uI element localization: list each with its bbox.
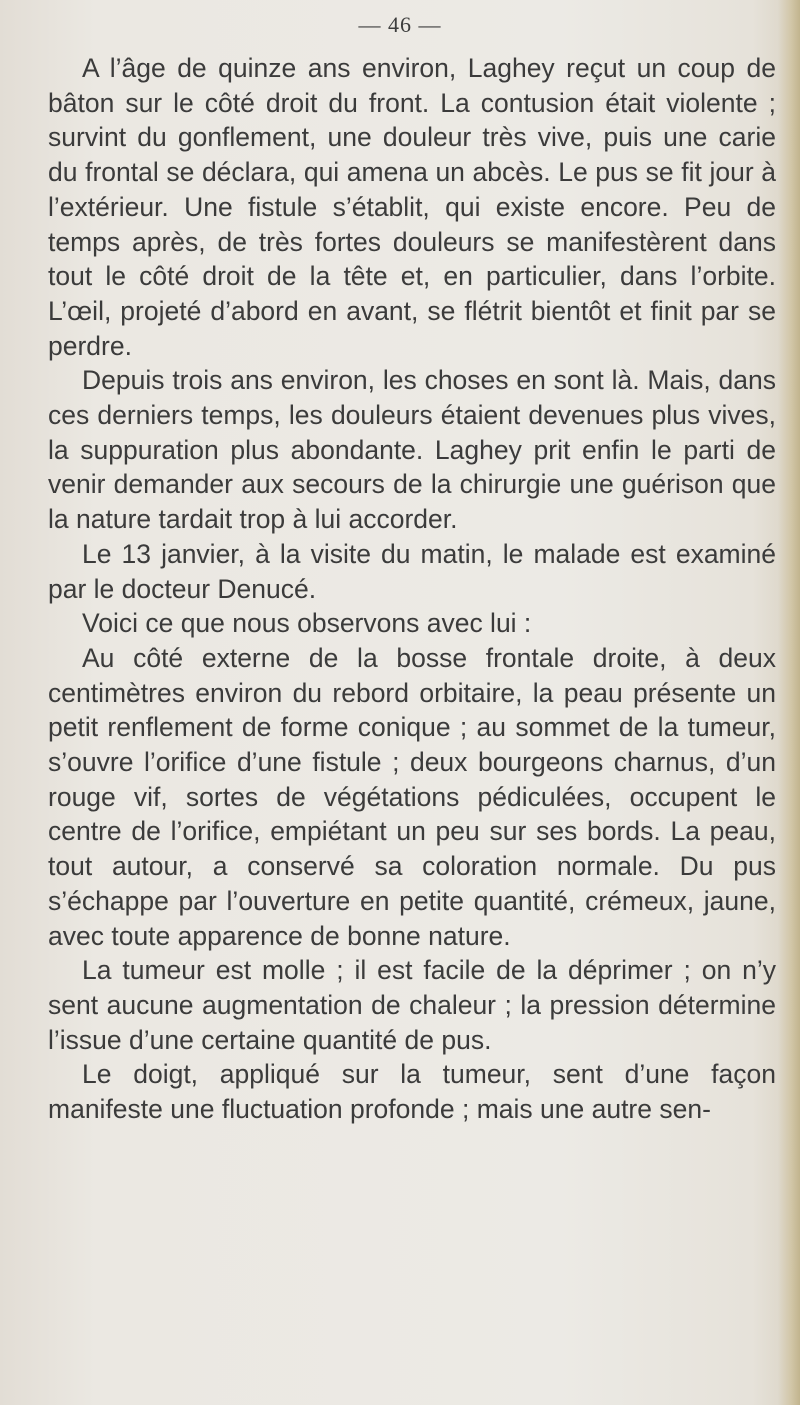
paragraph: Le doigt, appliqué sur la tumeur, sent d’une façon manifeste une fluctuation profonde ; mais une autre sen- [48,1059,776,1125]
paragraph: Au côté externe de la bosse frontale droite, à deux centimètres environ du rebord orbitaire, la peau présente un petit renflement de forme conique ; au sommet de la tumeur, s’ouvre l’orifice d’une fistule ; deux bourgeons charnus, d’un rouge vif, sortes de végétations pédiculées, occupent le centre de l’orifice, empiétant un peu sur ses bords. La peau, tout autour, a conservé sa coloration normale. Du pus s’échappe par l’ouverture en petite quantité, crémeux, jaune, avec toute apparence de bonne nature. [48,642,776,951]
paragraph: Le 13 janvier, à la visite du matin, le malade est examiné par le docteur Denucé. [48,538,776,604]
paragraph: Depuis trois ans environ, les choses en sont là. Mais, dans ces derniers temps, les douleurs étaient devenues plus vives, la suppuration plus abondante. Laghey prit enfin le parti de venir demander aux secours de la chirurgie une guérison que la nature tardait trop à lui accorder. [48,365,776,535]
paragraph: La tumeur est molle ; il est facile de la déprimer ; on n’y sent aucune augmentation de chaleur ; la pression détermine l’issue d’une certaine quantité de pus. [48,955,776,1055]
body-text [48,51,776,1127]
page-number: — 46 — [358,12,442,37]
paragraph: Voici ce que nous observons avec lui : [82,608,532,639]
paragraph: A l’âge de quinze ans environ, Laghey reçut un coup de bâton sur le côté droit du front. La contusion était violente ; survint du gonflement, une douleur très vive, puis une carie du frontal se déclara, qui amena un abcès. Le pus se fit jour à l’extérieur. Une fistule s’établit, qui existe encore. Peu de temps après, de très fortes douleurs se manifestèrent dans tout le côté droit de la tête et, en particulier, dans l’orbite. L’œil, projeté d’abord en avant, se flétrit bientôt et finit par se perdre. [48,53,776,361]
page-edge-shadow [778,0,800,1405]
